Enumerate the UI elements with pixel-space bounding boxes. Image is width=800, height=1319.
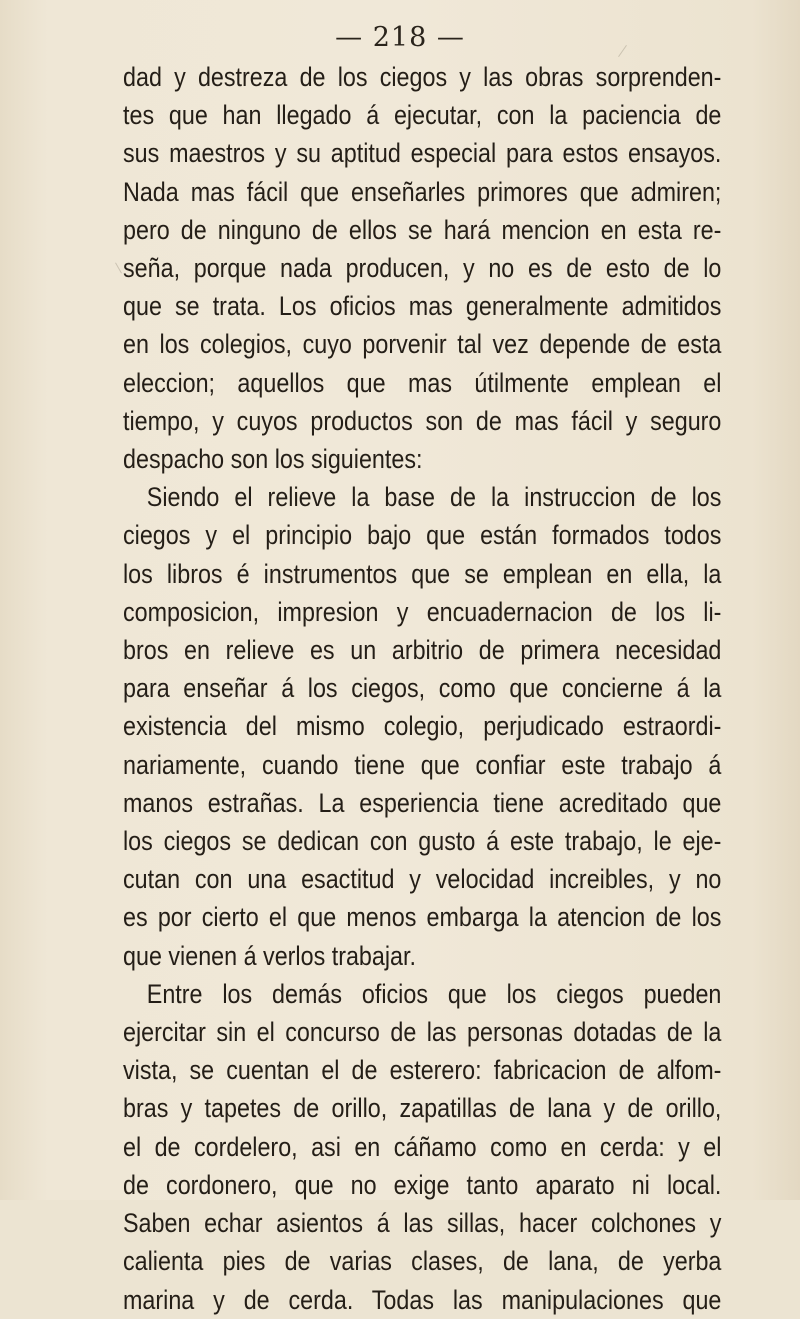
text-line: tiempo, y cuyos productos son de mas fácil y seguro xyxy=(123,405,722,436)
text-line: tes que han llegado á ejecutar, con la paciencia de xyxy=(123,100,722,131)
page-number: — 218 — xyxy=(335,22,465,53)
text-line: Saben echar asientos á las sillas, hacer colchones y xyxy=(123,1208,722,1239)
text-line: ejercitar sin el concurso de las personas dotadas de la xyxy=(123,1017,722,1048)
text-line: marina y de cerda. Todas las manipulaciones que xyxy=(123,1284,722,1315)
text-line: sus maestros y su aptitud especial para estos ensayos. xyxy=(123,138,722,169)
text-line: de cordonero, que no exige tanto aparato ni local. xyxy=(123,1169,722,1200)
page-body xyxy=(123,58,722,1319)
text-line: dad y destreza de los ciegos y las obras sorprenden- xyxy=(123,62,722,92)
text-line: cutan con una esactitud y velocidad increibles, y no xyxy=(123,864,722,895)
text-line: seña, porque nada producen, y no es de esto de lo xyxy=(123,253,722,284)
text-line: manos estrañas. La esperiencia tiene acreditado que xyxy=(123,787,722,818)
text-line: los ciegos se dedican con gusto á este trabajo, le eje- xyxy=(123,826,722,857)
text-line: es por cierto el que menos embarga la atencion de los xyxy=(123,902,722,933)
text-line: nariamente, cuando tiene que confiar este trabajo á xyxy=(123,749,722,780)
text-line: que vienen á verlos trabajar. xyxy=(123,940,416,971)
text-line: que se trata. Los oficios mas generalmente admitidos xyxy=(123,291,722,322)
text-line: calienta pies de varias clases, de lana, de yerba xyxy=(123,1246,722,1277)
text-line: bros en relieve es un arbitrio de primera necesidad xyxy=(123,635,722,666)
text-line: el de cordelero, asi en cáñamo como en cerda: y el xyxy=(123,1131,722,1162)
text-line: eleccion; aquellos que mas útilmente emplean el xyxy=(123,367,722,398)
text-line: los libros é instrumentos que se emplean en ella, la xyxy=(123,558,722,589)
text-line: Siendo el relieve la base de la instruccion de los xyxy=(146,482,722,513)
text-line: Nada mas fácil que enseñarles primores que admiren; xyxy=(123,176,722,207)
text-line: ciegos y el principio bajo que están formados todos xyxy=(123,520,722,551)
text-line: existencia del mismo colegio, perjudicado estraordi- xyxy=(123,711,722,742)
text-line: Entre los demás oficios que los ciegos pueden xyxy=(146,978,722,1009)
text-line: pero de ninguno de ellos se hará mencion en esta re- xyxy=(123,214,722,245)
text-line: composicion, impresion y encuadernacion de los li- xyxy=(123,596,722,627)
text-line: vista, se cuentan el de esterero: fabricacion de alfom- xyxy=(123,1055,722,1086)
text-line: bras y tapetes de orillo, zapatillas de lana y de orillo, xyxy=(123,1093,722,1124)
paper-mark xyxy=(115,263,122,274)
text-line: para enseñar á los ciegos, como que concierne á la xyxy=(123,673,722,704)
text-line: en los colegios, cuyo porvenir tal vez depende de esta xyxy=(123,329,722,360)
text-line: despacho son los siguientes: xyxy=(123,444,423,475)
